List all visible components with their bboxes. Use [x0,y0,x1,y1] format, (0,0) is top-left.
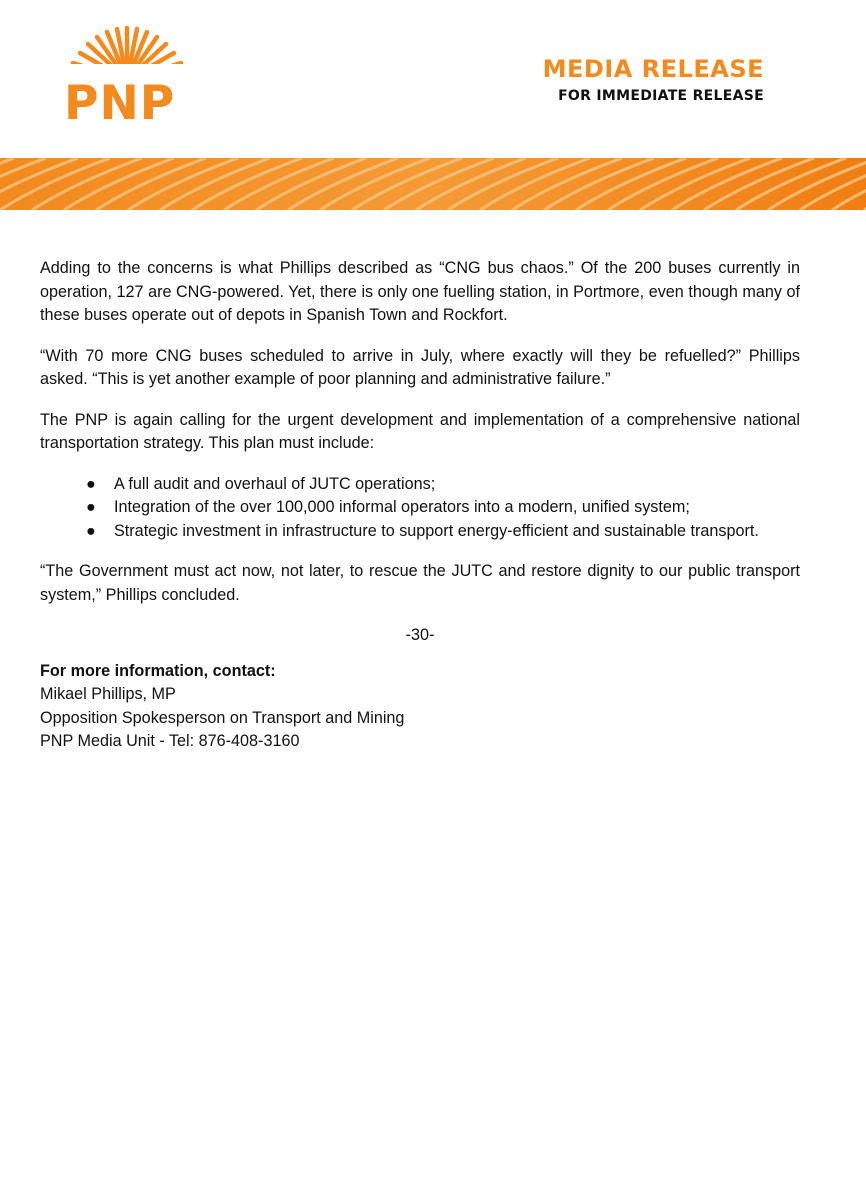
contact-line: PNP Media Unit - Tel: 876-408-3160 [40,732,300,750]
release-body [40,257,800,754]
logo-text: PNP [64,76,176,131]
list-item: ● Strategic investment in infrastructure to support energy-efficient and sustainable transport. [114,520,800,544]
bullet-icon: ● [86,474,96,493]
paragraph: Adding to the concerns is what Phillips described as “CNG bus chaos.” Of the 200 buses currently in operation, 127 are CNG-powered. Yet, there is only one fuelling station, in Portmore, even though many of these buses operate out of depots in Spanish Town and Rockfort. [40,259,800,324]
release-title: MEDIA RELEASE [542,55,764,83]
contact-block [40,660,800,754]
contact-line: Mikael Phillips, MP [40,685,176,703]
banner-stripes-graphic [0,158,866,210]
header-banner [0,158,866,210]
bullet-icon: ● [86,498,96,516]
header [0,0,866,160]
pnp-logo [62,22,192,134]
closing-paragraph: “The Government must act now, not later, to rescue the JUTC and restore dignity to our public transport system,” Phillips concluded. [40,562,800,604]
paragraph: The PNP is again calling for the urgent development and implementation of a comprehensive national transportation strategy. This plan must include: [40,410,800,452]
list-item: ● A full audit and overhaul of JUTC operations; [114,473,800,497]
list-item: ● Integration of the over 100,000 informal operators into a modern, unified system; [114,496,800,520]
bullet-icon: ● [86,521,96,540]
paragraph: “With 70 more CNG buses scheduled to arrive in July, where exactly will they be refuelled?” Phillips asked. “This is yet another example of poor planning and administrative failure.” [40,346,800,388]
contact-heading: For more information, contact: [40,661,276,680]
release-subtitle: FOR IMMEDIATE RELEASE [558,88,764,105]
end-mark: -30- [405,626,435,644]
release-block [543,56,764,104]
bullet-list [40,473,800,544]
contact-line: Opposition Spokesperson on Transport and Mining [40,708,405,727]
